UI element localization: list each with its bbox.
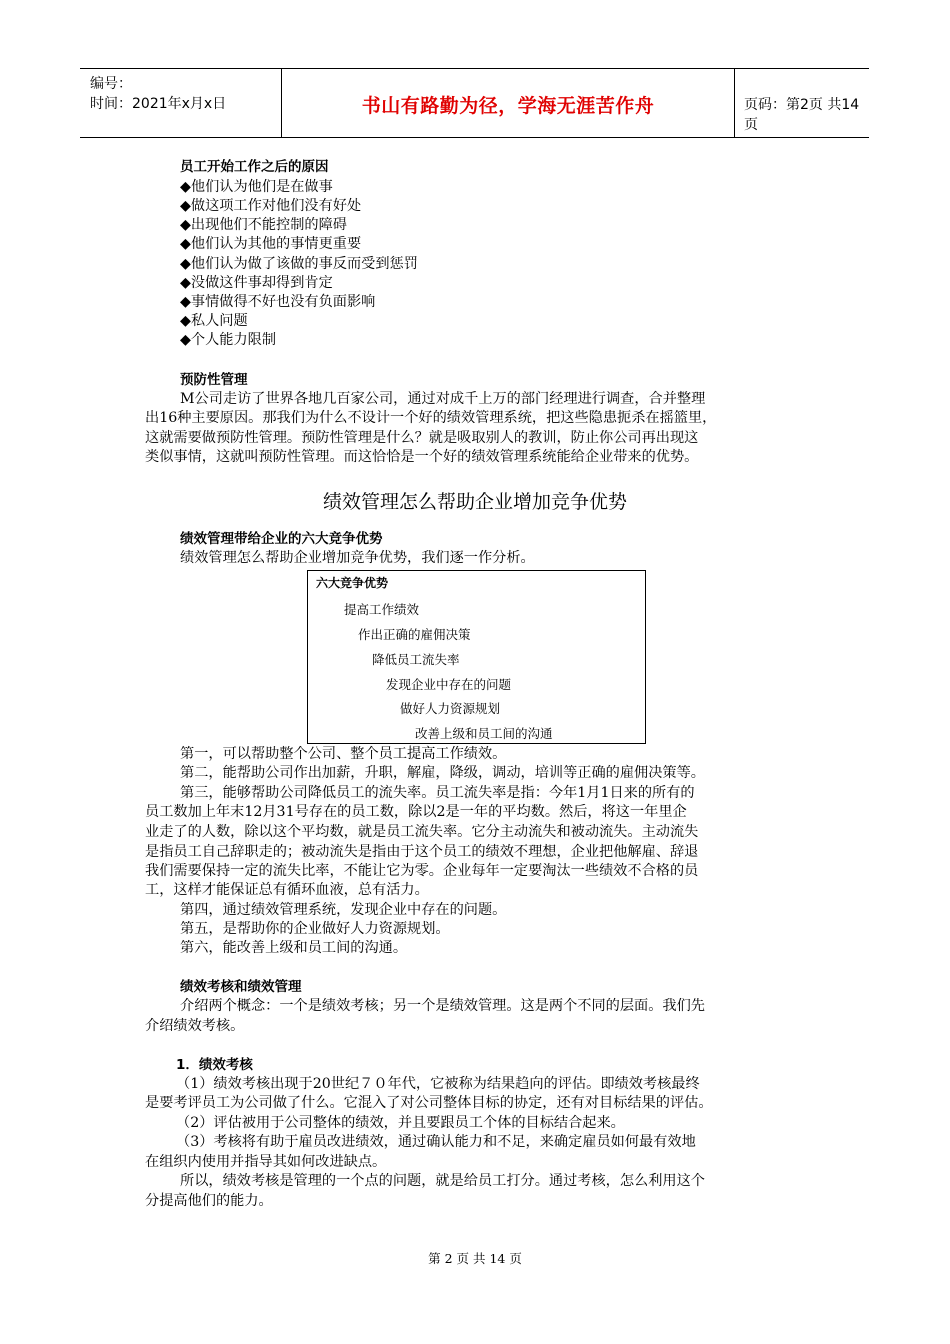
paragraph-line: 在组织内使用并指导其如何改进缺点。 [145, 1154, 387, 1170]
paragraph-line: 员工数加上年末12月31号存在的员工数，除以2是一年的平均数。然后，将这一年里企 [145, 804, 687, 820]
section-title: 绩效管理带给企业的六大竞争优势 [180, 531, 383, 547]
paragraph-line: 第二，能帮助公司作出加薪，升职，解雇，降级，调动，培训等正确的雇佣决策等。 [180, 765, 705, 781]
paragraph-line: 是指员工自己辞职走的；被动流失是指由于这个员工的绩效不理想，企业把他解雇、辞退 [145, 844, 699, 860]
bullet-item: ◆做这项工作对他们没有好处 [180, 198, 362, 214]
paragraph-line: 出16种主要原因。那我们为什么不设计一个好的绩效管理系统，把这些隐患扼杀在摇篮里， [145, 410, 717, 426]
bullet-item: ◆他们认为他们是在做事 [180, 179, 333, 195]
paragraph-line: 第四，通过绩效管理系统，发现企业中存在的问题。 [180, 902, 507, 918]
box-item: 发现企业中存在的问题 [386, 677, 512, 692]
paragraph-line: 工，这样才能保证总有循环血液，总有活力。 [145, 882, 429, 898]
header-meta-cell [80, 69, 281, 137]
page-footer: 第 2 页 共 14 页 [428, 1251, 522, 1266]
box-title: 六大竞争优势 [316, 576, 389, 590]
section-title: 1．绩效考核 [176, 1057, 253, 1073]
paragraph-line: 第六，能改善上级和员工间的沟通。 [180, 940, 408, 956]
bullet-item: ◆没做这件事却得到肯定 [180, 275, 333, 291]
paragraph-line: （1）绩效考核出现于20世纪７０年代，它被称为结果趋向的评估。即绩效考核最终 [176, 1076, 700, 1092]
section-title: 绩效考核和绩效管理 [180, 979, 302, 995]
paragraph-line: 这就需要做预防性管理。预防性管理是什么？就是吸取别人的教训，防止你公司再出现这 [145, 430, 699, 446]
paragraph-line: （3）考核将有助于雇员改进绩效，通过确认能力和不足，来确定雇员如何最有效地 [176, 1134, 696, 1150]
chapter-heading: 绩效管理怎么帮助企业增加竞争优势 [322, 491, 627, 513]
paragraph-line: 绩效管理怎么帮助企业增加竞争优势，我们逐一作分析。 [180, 550, 535, 566]
section-title: 预防性管理 [180, 372, 248, 388]
section-title: 员工开始工作之后的原因 [180, 159, 329, 175]
paragraph-line: 业走了的人数，除以这个平均数，就是员工流失率。它分主动流失和被动流失。主动流失 [145, 824, 699, 840]
header-page-cell [734, 69, 869, 137]
paragraph-line: 我们需要保持一定的流失比率，不能让它为零。企业每年一定要淘汰一些绩效不合格的员 [145, 863, 699, 879]
paragraph-line: 第三，能够帮助公司降低员工的流失率。员工流失率是指：今年1月1日来的所有的 [180, 785, 695, 801]
paragraph-line: 所以，绩效考核是管理的一个点的问题，就是给员工打分。通过考核，怎么利用这个 [180, 1173, 705, 1189]
paragraph-line: M公司走访了世界各地几百家公司，通过对成千上万的部门经理进行调查，合并整理 [180, 391, 706, 407]
date-text: 时间：2021年x月x日 [90, 96, 227, 112]
paragraph-line: 第五，是帮助你的企业做好人力资源规划。 [180, 921, 450, 937]
motto: 书山有路勤为径，学海无涯苦作舟 [361, 95, 655, 117]
bullet-item: ◆出现他们不能控制的障碍 [180, 217, 347, 233]
paragraph-line: 第一，可以帮助整个公司、整个员工提高工作绩效。 [180, 746, 507, 762]
bullet-item: ◆事情做得不好也没有负面影响 [180, 294, 376, 310]
box-item: 降低员工流失率 [372, 652, 460, 667]
paragraph-line: 分提高他们的能力。 [145, 1193, 273, 1209]
paragraph-line: 是要考评员工为公司做了什么。它混入了对公司整体目标的协定，还有对目标结果的评估。 [145, 1095, 713, 1111]
serial-label: 编号： [90, 76, 132, 92]
paragraph-line: 介绍两个概念：一个是绩效考核；另一个是绩效管理。这是两个不同的层面。我们先 [180, 998, 705, 1014]
page-number: 页码：第2页 共14页 [744, 97, 860, 133]
header-motto-cell [281, 69, 735, 137]
bullet-item: ◆私人问题 [180, 313, 248, 329]
page-header [80, 68, 869, 138]
box-item: 作出正确的雇佣决策 [358, 627, 471, 642]
bullet-item: ◆他们认为做了该做的事反而受到惩罚 [180, 256, 418, 272]
advantages-box [307, 570, 646, 744]
paragraph-line: （2）评估被用于公司整体的绩效，并且要跟员工个体的目标结合起来。 [176, 1115, 625, 1131]
box-item: 提高工作绩效 [344, 602, 420, 617]
box-item: 改善上级和员工间的沟通 [415, 726, 553, 741]
bullet-item: ◆他们认为其他的事情更重要 [180, 236, 362, 252]
paragraph-line: 类似事情，这就叫预防性管理。而这恰恰是一个好的绩效管理系统能给企业带来的优势。 [145, 449, 699, 465]
paragraph-line: 介绍绩效考核。 [145, 1018, 245, 1034]
bullet-item: ◆个人能力限制 [180, 332, 277, 348]
box-item: 做好人力资源规划 [400, 701, 501, 716]
